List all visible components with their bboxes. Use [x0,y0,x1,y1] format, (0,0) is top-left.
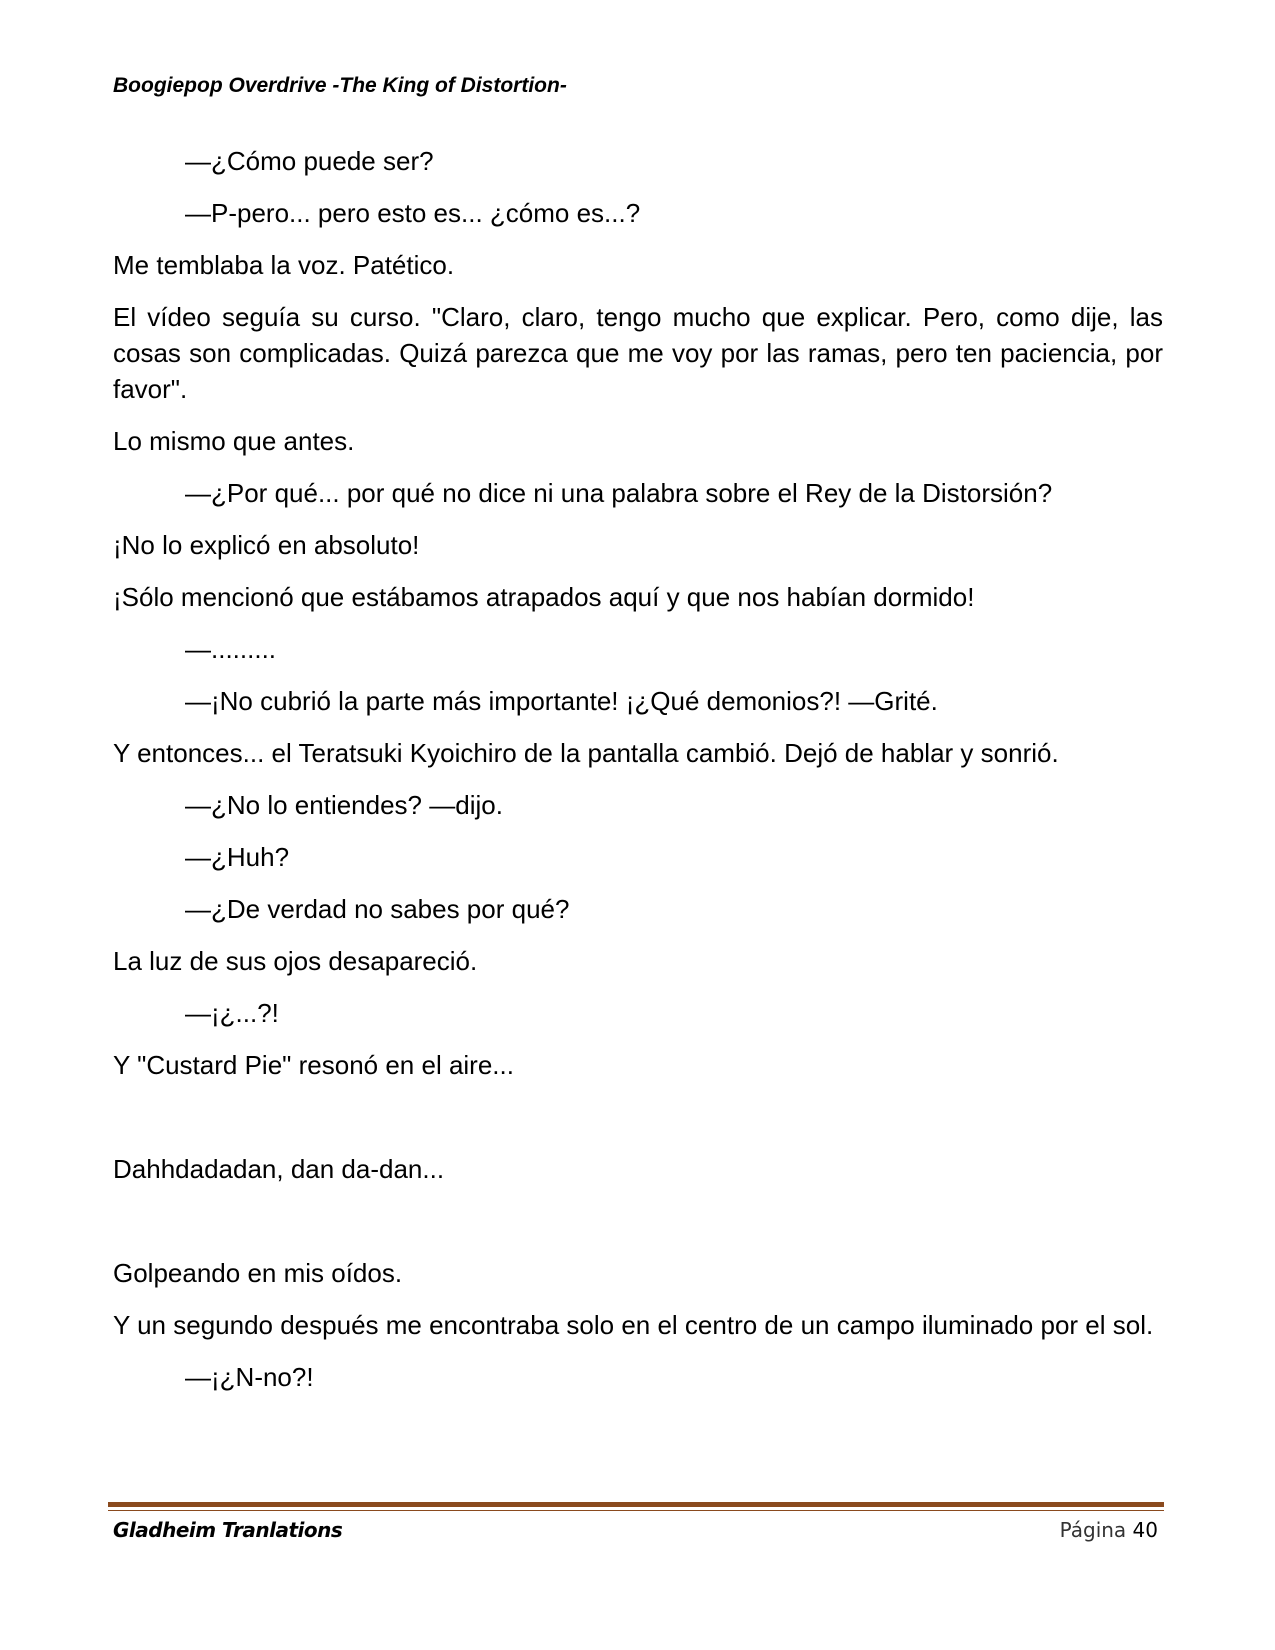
paragraph: —¡¿...?! [185,998,279,1028]
paragraph: Y "Custard Pie" resonó en el aire... [113,1050,514,1080]
paragraph: Lo mismo que antes. [113,426,355,456]
paragraph: —¿De verdad no sabes por qué? [185,894,570,924]
paragraph: —P-pero... pero esto es... ¿cómo es...? [185,198,641,228]
paragraph: Y un segundo después me encontraba solo en el centro de un campo iluminado por el sol. [113,1310,1154,1340]
paragraph: —¡No cubrió la parte más importante! ¡¿Qué demonios?! —Grité. [185,686,938,716]
page-number [1060,1516,1158,1544]
paragraph: La luz de sus ojos desapareció. [113,946,478,976]
paragraph: ¡No lo explicó en absoluto! [113,530,420,560]
paragraph: ¡Sólo mencionó que estábamos atrapados aquí y que nos habían dormido! [113,582,975,612]
page-number-value: 40 [1132,1518,1158,1542]
paragraph: —¿Por qué... por qué no dice ni una palabra sobre el Rey de la Distorsión? [185,478,1053,508]
paragraph: Golpeando en mis oídos. [113,1258,403,1288]
paragraph: El vídeo seguía su curso. "Claro, claro, tengo mucho que explicar. Pero, como dije, las cosas son complicadas. Quizá parezca que me voy por las ramas, pero ten paciencia, por favor". [113,302,1163,404]
running-header: Boogiepop Overdrive -The King of Distortion- [113,74,567,97]
paragraph: Dahhdadadan, dan da-dan... [113,1154,445,1184]
footer-rule-thick [108,1502,1164,1507]
paragraph: —......... [185,634,277,664]
paragraph: —¿Huh? [185,842,290,872]
paragraph: —¿No lo entiendes? —dijo. [185,790,503,820]
page-label: Página [1059,1518,1127,1542]
paragraph: Y entonces... el Teratsuki Kyoichiro de la pantalla cambió. Dejó de hablar y sonrió. [113,738,1059,768]
paragraph: Me temblaba la voz. Patético. [113,250,455,280]
footer-rule-thin [108,1510,1164,1511]
paragraph: —¿Cómo puede ser? [185,146,434,176]
paragraph: —¡¿N-no?! [185,1362,314,1392]
footer-credit: Gladheim Tranlations [113,1518,343,1542]
page-body [113,143,1163,1411]
